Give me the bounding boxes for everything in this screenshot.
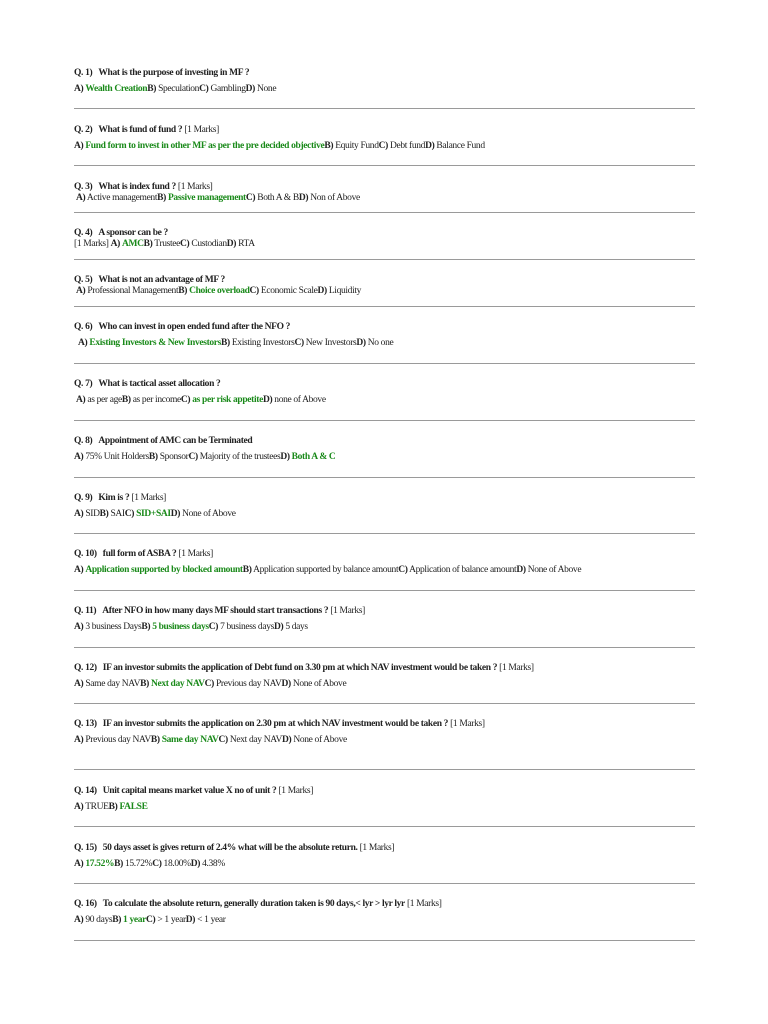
question-block bbox=[74, 228, 255, 250]
question-number: Q. 9) bbox=[74, 493, 93, 503]
option-c: New Investors bbox=[305, 338, 357, 348]
option-a-label: A) bbox=[74, 565, 84, 575]
question-text: What is not an advantage of MF ? bbox=[98, 275, 225, 285]
option-d-label: D) bbox=[273, 622, 284, 632]
option-b: Passive management bbox=[167, 193, 246, 203]
option-b-label: B) bbox=[140, 679, 149, 689]
option-d-label: D) bbox=[190, 859, 201, 869]
question-number: Q. 4) bbox=[74, 228, 93, 238]
question-block bbox=[74, 275, 361, 297]
option-a-label: A) bbox=[74, 679, 84, 689]
option-a-label: A) bbox=[76, 395, 86, 405]
question-text: What is tactical asset allocation ? bbox=[98, 379, 221, 389]
option-d-label: D) bbox=[282, 735, 292, 745]
option-d: No one bbox=[367, 338, 394, 348]
option-d: none of Above bbox=[274, 395, 326, 405]
option-d-label: D) bbox=[281, 679, 291, 689]
option-c: 7 business days bbox=[220, 622, 274, 632]
option-c-label: C) bbox=[180, 395, 191, 405]
question-text: Appointment of AMC can be Terminated bbox=[98, 436, 253, 446]
option-b-label: B) bbox=[108, 802, 118, 812]
option-d: None of Above bbox=[527, 565, 582, 575]
option-c: Application of balance amount bbox=[409, 565, 517, 575]
question-text: After NFO in how many days MF should start transactions ? bbox=[102, 606, 329, 616]
option-d: Balance Fund bbox=[436, 141, 485, 151]
answer-options bbox=[74, 193, 360, 204]
answer-options bbox=[74, 452, 335, 463]
option-a-label: A) bbox=[76, 286, 86, 296]
question-marks: [1 Marks] bbox=[74, 239, 109, 249]
answer-options bbox=[74, 395, 326, 406]
question-block bbox=[74, 843, 394, 870]
divider bbox=[74, 703, 695, 704]
option-a-label: A) bbox=[74, 141, 84, 151]
option-d-label: D) bbox=[262, 395, 273, 405]
option-b-label: B) bbox=[114, 859, 123, 869]
question-number: Q. 11) bbox=[74, 606, 97, 616]
option-d-label: D) bbox=[280, 452, 290, 462]
question-text: A sponsor can be ? bbox=[98, 228, 168, 238]
option-a: Wealth Creation bbox=[85, 84, 148, 94]
option-c-label: C) bbox=[124, 509, 135, 519]
question-text: IF an investor submits the application on 2.30 pm at which NAV investment would be taken ? bbox=[102, 719, 449, 729]
divider bbox=[74, 940, 695, 941]
option-d-label: D) bbox=[356, 338, 366, 348]
divider bbox=[74, 165, 695, 166]
option-c-label: C) bbox=[146, 915, 156, 925]
option-b-label: B) bbox=[221, 338, 230, 348]
option-d: None of Above bbox=[182, 509, 236, 519]
question-marks: [1 Marks] bbox=[330, 606, 365, 616]
option-b-label: B) bbox=[324, 141, 334, 151]
answer-options bbox=[74, 679, 534, 690]
question-marks: [1 Marks] bbox=[499, 663, 534, 673]
option-c-label: C) bbox=[249, 286, 259, 296]
option-d: < 1 year bbox=[197, 915, 226, 925]
question-block bbox=[74, 379, 326, 406]
question-marks: [1 Marks] bbox=[184, 125, 219, 135]
question-text: Who can invest in open ended fund after the NFO ? bbox=[98, 322, 291, 332]
option-b: Application supported by balance amount bbox=[253, 565, 399, 575]
question-block bbox=[74, 549, 581, 576]
option-a: Application supported by blocked amount bbox=[85, 565, 243, 575]
option-b: Sponsor bbox=[159, 452, 189, 462]
question-number: Q. 7) bbox=[74, 379, 93, 389]
option-a: as per age bbox=[87, 395, 122, 405]
option-a-label: A) bbox=[74, 859, 84, 869]
answer-options bbox=[74, 622, 365, 633]
option-c: > 1 year bbox=[157, 915, 186, 925]
divider bbox=[74, 590, 695, 591]
question-block bbox=[74, 663, 534, 690]
option-a-label: A) bbox=[74, 84, 84, 94]
answer-options bbox=[74, 338, 393, 349]
option-b: 1 year bbox=[123, 915, 147, 925]
option-b: Next day NAV bbox=[150, 679, 205, 689]
option-c: Gambling bbox=[210, 84, 246, 94]
divider bbox=[74, 363, 695, 364]
divider bbox=[74, 647, 695, 648]
option-b-label: B) bbox=[178, 286, 188, 296]
option-c-label: C) bbox=[245, 193, 256, 203]
option-c-label: C) bbox=[208, 622, 219, 632]
answer-options bbox=[74, 239, 255, 250]
question-block bbox=[74, 606, 365, 633]
option-a: SID bbox=[85, 509, 100, 519]
option-d-label: D) bbox=[298, 193, 309, 203]
question-block bbox=[74, 68, 276, 95]
option-a: Previous day NAV bbox=[85, 735, 151, 745]
option-c-label: C) bbox=[398, 565, 408, 575]
option-d-label: D) bbox=[170, 509, 181, 519]
question-number: Q. 5) bbox=[74, 275, 93, 285]
option-a-label: A) bbox=[78, 338, 88, 348]
option-a: 90 days bbox=[85, 915, 113, 925]
option-a-label: A) bbox=[74, 622, 84, 632]
option-c: Both A & B bbox=[257, 193, 299, 203]
option-a-label: A) bbox=[74, 509, 84, 519]
option-d: Liquidity bbox=[328, 286, 362, 296]
option-a: 75% Unit Holders bbox=[85, 452, 149, 462]
option-a: Professional Management bbox=[87, 286, 179, 296]
question-text: What is index fund ? bbox=[98, 182, 176, 192]
divider bbox=[74, 769, 695, 770]
answer-options bbox=[74, 286, 361, 297]
question-block bbox=[74, 436, 335, 463]
option-b-label: B) bbox=[112, 915, 122, 925]
option-c-label: C) bbox=[152, 859, 162, 869]
question-number: Q. 1) bbox=[74, 68, 93, 78]
question-block bbox=[74, 786, 313, 813]
option-b: FALSE bbox=[119, 802, 148, 812]
option-c-label: C) bbox=[188, 452, 198, 462]
question-text: IF an investor submits the application of Debt fund on 3.30 pm at which NAV investment would be taken ? bbox=[102, 663, 498, 673]
divider bbox=[74, 259, 695, 260]
question-text: Kim is ? bbox=[98, 493, 130, 503]
option-b-label: B) bbox=[143, 239, 153, 249]
question-text: Unit capital means market value X no of unit ? bbox=[102, 786, 277, 796]
question-text: 50 days asset is gives return of 2.4% what will be the absolute return. bbox=[102, 843, 358, 853]
question-block bbox=[74, 719, 485, 746]
option-c: Previous day NAV bbox=[215, 679, 282, 689]
answer-options bbox=[74, 84, 276, 95]
divider bbox=[74, 533, 695, 534]
option-d: Non of Above bbox=[310, 193, 360, 203]
option-b: Equity Fund bbox=[335, 141, 379, 151]
option-b-label: B) bbox=[121, 395, 131, 405]
option-c-label: C) bbox=[218, 735, 228, 745]
option-a-label: A) bbox=[74, 452, 84, 462]
option-d: None bbox=[257, 84, 277, 94]
option-d: None of Above bbox=[293, 735, 347, 745]
option-c: Next day NAV bbox=[229, 735, 282, 745]
option-a: TRUE bbox=[85, 802, 109, 812]
option-d-label: D) bbox=[185, 915, 196, 925]
question-number: Q. 2) bbox=[74, 125, 93, 135]
question-marks: [1 Marks] bbox=[278, 786, 314, 796]
question-number: Q. 8) bbox=[74, 436, 93, 446]
option-d-label: D) bbox=[317, 286, 327, 296]
option-b: as per income bbox=[132, 395, 181, 405]
question-text: What is fund of fund ? bbox=[98, 125, 183, 135]
option-a-label: A) bbox=[74, 735, 84, 745]
divider bbox=[74, 108, 695, 109]
option-c-label: C) bbox=[204, 679, 214, 689]
option-a: AMC bbox=[121, 239, 144, 249]
option-a-label: A) bbox=[74, 915, 84, 925]
question-block bbox=[74, 322, 393, 349]
option-d: 5 days bbox=[285, 622, 308, 632]
option-c: SID+SAI bbox=[136, 509, 171, 519]
option-a: 17.52% bbox=[85, 859, 115, 869]
option-d: RTA bbox=[238, 239, 255, 249]
option-b: SAI bbox=[110, 509, 125, 519]
option-a: Active management bbox=[86, 193, 158, 203]
option-c-label: C) bbox=[294, 338, 304, 348]
answer-options bbox=[74, 565, 581, 576]
option-b-label: B) bbox=[99, 509, 109, 519]
option-c: Economic Scale bbox=[260, 286, 318, 296]
question-marks: [1 Marks] bbox=[359, 843, 395, 853]
answer-options bbox=[74, 141, 485, 152]
option-c: Debt fund bbox=[389, 141, 426, 151]
divider bbox=[74, 826, 695, 827]
question-marks: [1 Marks] bbox=[178, 549, 213, 559]
divider bbox=[74, 212, 695, 213]
option-b: 5 business days bbox=[152, 622, 209, 632]
option-c-label: C) bbox=[179, 239, 190, 249]
option-b-label: B) bbox=[147, 84, 157, 94]
option-c-label: C) bbox=[199, 84, 209, 94]
option-b: 15.72% bbox=[124, 859, 153, 869]
option-c: 18.00% bbox=[163, 859, 191, 869]
option-d: Both A & C bbox=[291, 452, 336, 462]
question-number: Q. 10) bbox=[74, 549, 97, 559]
option-d-label: D) bbox=[425, 141, 435, 151]
question-number: Q. 3) bbox=[74, 182, 93, 192]
question-block bbox=[74, 493, 236, 520]
option-a: Existing Investors & New Investors bbox=[89, 338, 222, 348]
question-text: To calculate the absolute return, generally duration taken is 90 days,< lyr > lyr lyr bbox=[102, 899, 405, 909]
option-d-label: D) bbox=[226, 239, 237, 249]
question-marks: [1 Marks] bbox=[131, 493, 166, 503]
question-marks: [1 Marks] bbox=[450, 719, 485, 729]
question-number: Q. 15) bbox=[74, 843, 97, 853]
option-a: Same day NAV bbox=[85, 679, 141, 689]
option-a-label: A) bbox=[110, 239, 120, 249]
question-number: Q. 6) bbox=[74, 322, 93, 332]
option-b-label: B) bbox=[150, 735, 160, 745]
option-b: Speculation bbox=[158, 84, 200, 94]
divider bbox=[74, 477, 695, 478]
option-a-label: A) bbox=[76, 193, 86, 203]
option-b-label: B) bbox=[157, 193, 166, 203]
question-number: Q. 13) bbox=[74, 719, 97, 729]
option-b-label: B) bbox=[148, 452, 158, 462]
question-marks: [1 Marks] bbox=[177, 182, 213, 192]
option-d-label: D) bbox=[245, 84, 255, 94]
option-d-label: D) bbox=[516, 565, 526, 575]
option-a: 3 business Days bbox=[85, 622, 142, 632]
option-c-label: C) bbox=[378, 141, 388, 151]
question-block bbox=[74, 182, 360, 204]
question-text: full form of ASBA ? bbox=[102, 549, 177, 559]
question-marks: [1 Marks] bbox=[406, 899, 442, 909]
divider bbox=[74, 306, 695, 307]
answer-options bbox=[74, 509, 236, 520]
option-b-label: B) bbox=[141, 622, 151, 632]
divider bbox=[74, 420, 695, 421]
answer-options bbox=[74, 802, 313, 813]
option-b-label: B) bbox=[242, 565, 252, 575]
divider bbox=[74, 883, 695, 884]
option-c: as per risk appetite bbox=[192, 395, 263, 405]
question-number: Q. 14) bbox=[74, 786, 97, 796]
question-number: Q. 16) bbox=[74, 899, 97, 909]
question-number: Q. 12) bbox=[74, 663, 97, 673]
option-c: Majority of the trustees bbox=[199, 452, 281, 462]
option-a: Fund form to invest in other MF as per the pre decided objective bbox=[85, 141, 325, 151]
option-d: None of Above bbox=[292, 679, 347, 689]
option-b: Trustee bbox=[154, 239, 180, 249]
question-block bbox=[74, 899, 442, 926]
question-text: What is the purpose of investing in MF ? bbox=[98, 68, 250, 78]
option-a-label: A) bbox=[74, 802, 84, 812]
option-d: 4.38% bbox=[202, 859, 225, 869]
option-c: Custodian bbox=[191, 239, 227, 249]
answer-options bbox=[74, 859, 394, 870]
option-b: Choice overload bbox=[189, 286, 250, 296]
option-b: Same day NAV bbox=[161, 735, 219, 745]
answer-options bbox=[74, 735, 485, 746]
option-b: Existing Investors bbox=[231, 338, 295, 348]
question-block bbox=[74, 125, 485, 152]
answer-options bbox=[74, 915, 442, 926]
